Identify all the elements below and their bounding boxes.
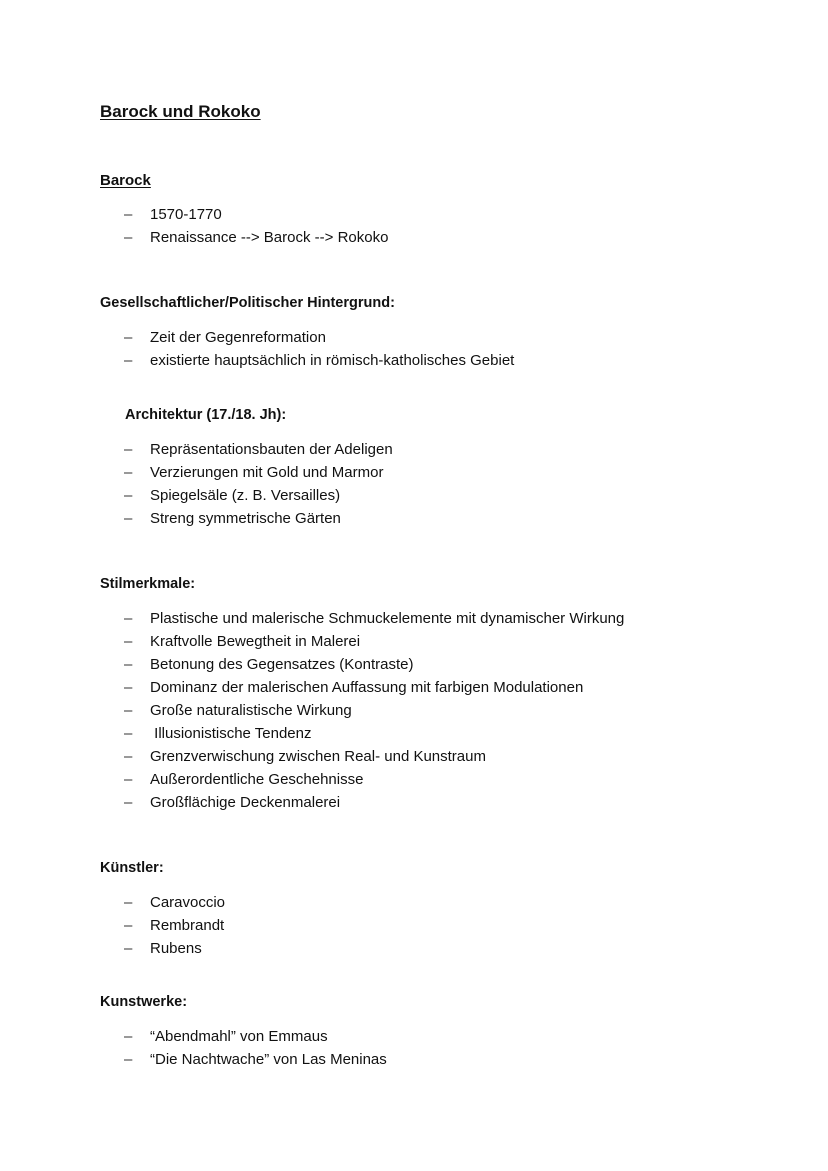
heading-hintergrund: Gesellschaftlicher/Politischer Hintergrund: (100, 295, 395, 311)
list-item: Spiegelsäle (z. B. Versailles) (150, 487, 341, 504)
bullet-dash: – (124, 329, 133, 346)
list-item: 1570-1770 (150, 206, 222, 223)
page-title: Barock und Rokoko (100, 102, 261, 121)
bullet-dash: – (124, 917, 133, 934)
list-item: Illusionistische Tendenz (150, 725, 312, 742)
list-item: Streng symmetrische Gärten (150, 510, 341, 527)
heading-kunstwerke: Kunstwerke: (100, 994, 188, 1010)
bullet-dash: – (124, 679, 133, 696)
list-item: Rembrandt (150, 917, 225, 934)
list-item: Großflächige Deckenmalerei (150, 794, 341, 811)
bullet-dash: – (124, 610, 133, 627)
list-item: Repräsentationsbauten der Adeligen (150, 441, 393, 458)
bullet-dash: – (124, 702, 133, 719)
list-item: Rubens (150, 940, 202, 957)
bullet-dash: – (124, 352, 133, 369)
bullet-dash: – (124, 794, 133, 811)
bullet-dash: – (124, 633, 133, 650)
bullet-dash: – (124, 771, 133, 788)
list-item: Renaissance --> Barock --> Rokoko (150, 229, 389, 246)
bullet-dash: – (124, 656, 133, 673)
list-item: Caravoccio (150, 894, 226, 911)
list-item: Dominanz der malerischen Auffassung mit farbigen Modulationen (150, 679, 584, 696)
bullet-dash: – (124, 894, 133, 911)
heading-barock: Barock (100, 172, 151, 189)
bullet-dash: – (124, 1051, 133, 1068)
list-item: Plastische und malerische Schmuckelemente mit dynamischer Wirkung (150, 610, 625, 627)
list-item: Große naturalistische Wirkung (150, 702, 352, 719)
list-item: Kraftvolle Bewegtheit in Malerei (150, 633, 361, 650)
heading-kuenstler: Künstler: (100, 860, 164, 876)
bullet-dash: – (124, 206, 133, 223)
bullet-dash: – (124, 940, 133, 957)
list-item: existierte hauptsächlich in römisch-katholisches Gebiet (150, 352, 515, 369)
list-item: Außerordentliche Geschehnisse (150, 771, 364, 788)
list-item: Zeit der Gegenreformation (150, 329, 326, 346)
list-item: Betonung des Gegensatzes (Kontraste) (150, 656, 414, 673)
list-item: Grenzverwischung zwischen Real- und Kunstraum (150, 748, 486, 765)
bullet-dash: – (124, 510, 133, 527)
bullet-dash: – (124, 229, 133, 246)
list-item: “Abendmahl” von Emmaus (150, 1028, 328, 1045)
list-item: Verzierungen mit Gold und Marmor (150, 464, 384, 481)
bullet-dash: – (124, 441, 133, 458)
bullet-dash: – (124, 748, 133, 765)
bullet-dash: – (124, 487, 133, 504)
bullet-dash: – (124, 725, 133, 742)
heading-stilmerkmale: Stilmerkmale: (100, 576, 196, 592)
bullet-dash: – (124, 1028, 133, 1045)
list-item: “Die Nachtwache” von Las Meninas (150, 1051, 387, 1068)
bullet-dash: – (124, 464, 133, 481)
heading-architektur: Architektur (17./18. Jh): (125, 407, 287, 423)
